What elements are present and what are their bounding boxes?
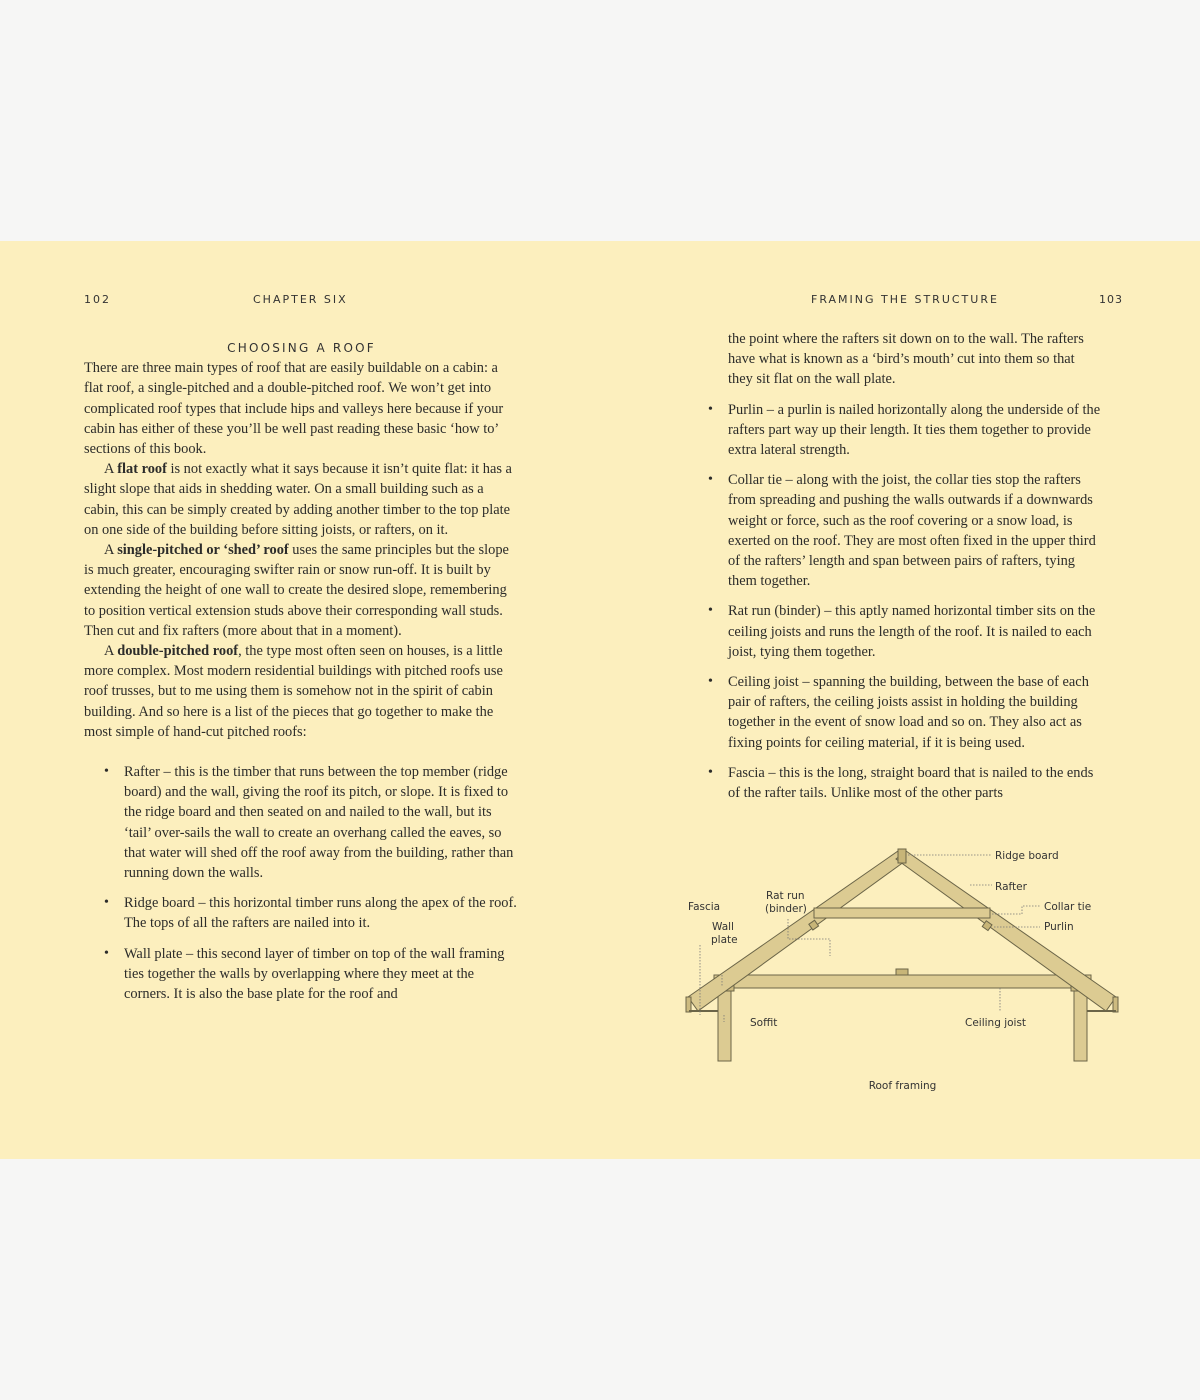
label-soffit: Soffit bbox=[750, 1017, 778, 1029]
label-rafter: Rafter bbox=[995, 881, 1027, 893]
intro-paragraph: There are three main types of roof that are easily buildable on a cabin: a flat roof, a single-pitched and a double-pitched roof. We won’t get into complicated roof types that include hips and valleys here because if your cabin has either of these you’ll be well past reading these basic ‘how to’ sections of this book. bbox=[84, 360, 504, 458]
page-number-left: 102 bbox=[84, 293, 111, 306]
single-pitched-paragraph: A single-pitched or ‘shed’ roof uses the same principles but the slope is much greater, encouraging swifter rain or snow run-off. It is built by extending the height of one wall to create the desired slope, remembering to position vertical extension studs above their corresponding wall studs. Then cut and fix rafters (more about that in a moment). bbox=[84, 542, 509, 639]
book-spread bbox=[0, 241, 1200, 1159]
double-pitched-paragraph: A double-pitched roof, the type most often seen on houses, is a little more complex. Most modern residential buildings with pitched roofs use roof trusses, but to me using them is somehow not in the spirit of cabin building. And so here is a list of the pieces that go together to make the most simple of hand-cut pitched roofs: bbox=[84, 643, 503, 740]
term-flat-roof: flat roof bbox=[117, 461, 167, 478]
running-head-right: FRAMING THE STRUCTURE bbox=[811, 293, 999, 306]
continuation-paragraph: the point where the rafters sit down on to the wall. The rafters have what is known as a ‘bird’s mouth’ cut into them so that they sit flat on the wall plate. bbox=[728, 331, 1084, 388]
flat-roof-paragraph: A flat roof is not exactly what it says because it isn’t quite flat: it has a slight slope that aids in shedding water. On a small building such as a cabin, this can be simply created by adding another timber to the top plate on one side of the building before sitting joists, or rafters, on it. bbox=[84, 461, 512, 538]
list-item: • Rafter – this is the timber that runs between the top member (ridge board) and the wall, giving the roof its pitch, or slope. It is fixed to the ridge board and then seated on and nailed to the wall, but its ‘tail’ over-sails the wall to create an overhang called the eaves, so that water will shed off the roof away from the building, rather than running down the walls. bbox=[84, 762, 519, 883]
list-item: • Ridge board – this horizontal timber runs along the apex of the roof. The tops of all the rafters are nailed into it. bbox=[84, 893, 519, 933]
rat-run-member bbox=[896, 969, 908, 975]
fascia-right bbox=[1113, 997, 1118, 1012]
section-title: CHOOSING A ROOF bbox=[227, 341, 376, 355]
label-wall: Wall bbox=[712, 921, 734, 933]
label-purlin: Purlin bbox=[1044, 921, 1074, 933]
term-single-pitched-roof: single-pitched or ‘shed’ roof bbox=[117, 542, 289, 559]
label-plate: plate bbox=[711, 934, 738, 946]
label-ridge-board: Ridge board bbox=[995, 850, 1059, 862]
page-number-right: 103 bbox=[1099, 293, 1123, 306]
list-item: • Ceiling joist – spanning the building, between the base of each pair of rafters, the ceiling joists assist in holding the building together in the event of snow load and so on. They also act as fixing points for ceiling material, if it is being used. bbox=[706, 672, 1102, 753]
term-double-pitched-roof: double-pitched roof bbox=[117, 643, 239, 660]
ceiling-joist-member bbox=[714, 975, 1091, 988]
left-bullet-list bbox=[84, 762, 519, 1004]
left-page-body bbox=[84, 338, 519, 1014]
list-item: • Collar tie – along with the joist, the collar ties stop the rafters from spreading and pushing the walls outwards if a downwards weight or force, such as the roof covering or a snow load, is exerted on the roof. They are most often fixed in the upper third of the rafters’ length and span between pairs of rafters, tying them together. bbox=[706, 470, 1102, 591]
fascia-left bbox=[686, 997, 691, 1012]
list-item: • Fascia – this is the long, straight board that is nailed to the ends of the rafter tails. Unlike most of the other parts bbox=[706, 763, 1102, 803]
figure-caption: Roof framing bbox=[868, 1080, 937, 1092]
roof-framing-diagram bbox=[680, 841, 1130, 1111]
label-collar-tie: Collar tie bbox=[1044, 901, 1092, 913]
collar-tie-member bbox=[814, 908, 990, 918]
label-fascia: Fascia bbox=[688, 901, 721, 913]
label-rat-run: Rat run bbox=[766, 890, 805, 902]
label-ceiling-joist: Ceiling joist bbox=[965, 1017, 1027, 1029]
ridge-board-member bbox=[898, 849, 906, 863]
list-item: • Purlin – a purlin is nailed horizontally along the underside of the rafters part way up their length. It ties them together to provide extra lateral strength. bbox=[706, 400, 1102, 461]
list-item: • Rat run (binder) – this aptly named horizontal timber sits on the ceiling joists and runs the length of the roof. It is nailed to each joist, tying them together. bbox=[706, 601, 1102, 662]
right-bullet-list bbox=[706, 400, 1102, 804]
list-item: • Wall plate – this second layer of timber on top of the wall framing ties together the walls by overlapping where they meet at the corners. It is also the base plate for the roof and bbox=[84, 944, 519, 1005]
running-head-left: CHAPTER SIX bbox=[253, 293, 348, 306]
right-page-body bbox=[706, 329, 1102, 813]
label-binder: (binder) bbox=[765, 903, 807, 915]
